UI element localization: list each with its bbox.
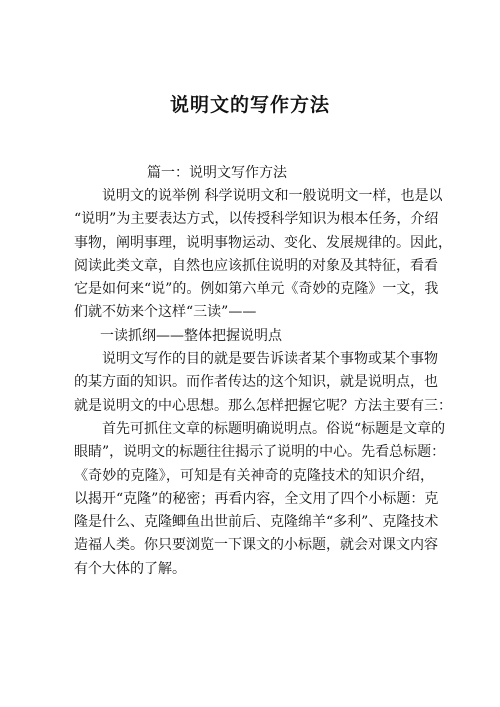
text-line: 们就不妨来个这样“三读”—— [74,304,257,321]
document-body [74,185,452,581]
text-line: 的某方面的知识。而作者传达的这个知识，就是说明点，也 [74,374,438,391]
text-line: 它是如何来“说”的。例如第六单元《奇妙的克隆》一文，我 [74,281,439,298]
text-line: 说明文的说举例 科学说明文和一般说明文一样，也是以 [102,188,443,204]
text-line: 有个大体的了解。 [74,560,186,577]
document-subtitle: 篇一：说明文写作方法 [147,165,287,181]
text-line: “说明”为主要表达方式，以传授科学知识为根本任务，介绍 [74,211,439,228]
section-heading: 一读抓纲——整体把握说明点 [100,327,282,344]
text-line: 就是说明文的中心思想。那么怎样把握它呢？方法主要有三： [74,397,452,414]
text-line: 《奇妙的克隆》，可知是有关神奇的克隆技术的知识介绍， [74,467,434,484]
text-line: 以揭开“克隆”的秘密；再看内容，全文用了四个小标题：克 [74,490,439,507]
text-line: 说明文写作的目的就是要告诉读者某个事物或某个事物 [102,351,438,368]
text-line: 隆是什么、克隆鲫鱼出世前后、克隆绵羊“多利”、克隆技术 [74,514,439,531]
text-line: 事物，阐明事理，说明事物运动、变化、发展规律的。因此， [74,234,452,251]
text-line: 眼睛”，说明文的标题往往揭示了说明的中心。先看总标题： [74,444,446,461]
text-line: 造福人类。你只要浏览一下课文的小标题，就会对课文内容 [74,537,438,554]
document-title: 说明文的写作方法 [169,94,330,116]
text-line: 阅读此类文章，自然也应该抓住说明的对象及其特征，看看 [74,257,438,274]
text-line: 首先可抓住文章的标题明确说明点。俗说“标题是文章的 [102,420,446,437]
